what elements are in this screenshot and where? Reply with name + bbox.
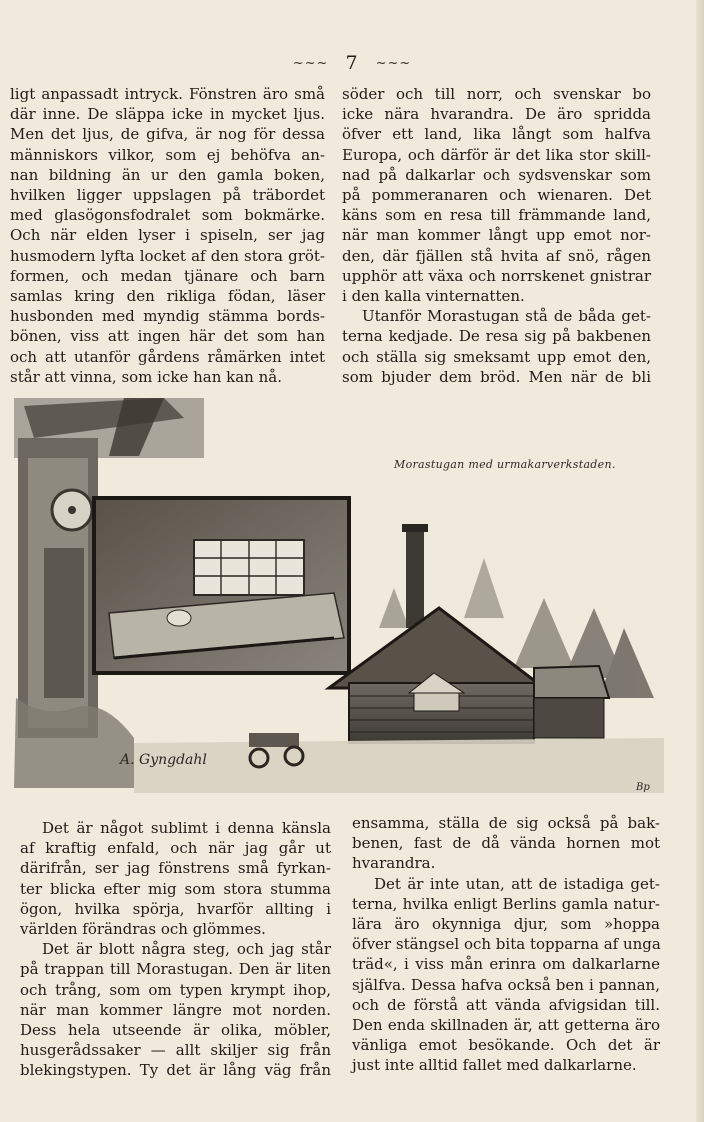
text-line: och de förstå att vända afvigsidan till. [352, 995, 660, 1014]
column-bottom-left [20, 818, 331, 1081]
text-line: upphör att växa och norrskenet gnistrar [342, 266, 651, 285]
text-line: och att utanför gårdens råmärken intet [10, 347, 325, 366]
text-line: Dess hela utseende är olika, möbler, [20, 1021, 331, 1040]
text-line: på pommeranaren och wienaren. Det [342, 186, 651, 205]
text-line: därifrån, ser jag fönstrens små fyrkan- [20, 859, 331, 878]
text-line: af kraftig enfald, och när jag går ut [20, 839, 331, 858]
text-line: bönen, viss att ingen här det som han [10, 327, 325, 346]
text-line: ögon, hvilka spörja, hvarför allting i [20, 899, 331, 918]
ground [134, 738, 664, 793]
text-line: lära äro okynniga djur, som »hoppa [352, 915, 660, 934]
text-line: Det är något sublimt i denna känsla [42, 819, 331, 837]
text-line: träd«, i viss mån erinra om dalkarlarne [352, 955, 660, 974]
text-line: ter blicka efter mig som stora stumma [20, 879, 331, 898]
interior-window-room [94, 498, 349, 673]
text-line: benen, fast de då vända hornen mot [352, 834, 660, 853]
page-edge-shadow [696, 0, 704, 1122]
text-line: nan bildning än ur den gamla boken, [10, 165, 325, 184]
cottage [329, 608, 609, 743]
text-line: Det är blott några steg, och jag står [42, 940, 331, 959]
text-line: nad på dalkarlar och sydsvenskar som [342, 165, 651, 184]
text-line: den, där fjällen stå hvita af snö, rågen [342, 246, 651, 265]
text-line: husgerådssaker — allt skiljer sig från [20, 1041, 331, 1060]
ornament-right: ~~~ [375, 56, 412, 71]
text-line: står att vinna, som icke han kan nå. [10, 367, 282, 386]
column-top-left [10, 84, 325, 387]
text-line: öfver ett land, lika långt som halfva [342, 125, 651, 144]
text-line: Utanför Morastugan stå de båda get- [362, 307, 651, 326]
page-number: 7 [345, 52, 359, 74]
text-line: och ställa sig smeksamt upp emot den, [342, 347, 651, 366]
text-line: människors vilkor, som ej behöfva an- [10, 145, 325, 164]
text-line: världen förändras och glömmes. [20, 920, 266, 939]
text-line: ensamma, ställa de sig också på bak- [352, 814, 660, 832]
artist-signature: A. Gyngdahl [120, 752, 207, 768]
text-line: blekingstypen. Ty det är lång väg från [20, 1061, 331, 1080]
text-line: vänliga emot besökande. Och det är [352, 1036, 660, 1055]
column-bottom-right [352, 813, 660, 1076]
text-line: söder och till norr, och svenskar bo [342, 85, 651, 103]
text-line: och trång, som om typen krympt ihop, [20, 980, 331, 999]
text-line: på trappan till Morastugan. Den är liten [20, 960, 331, 979]
text-line: hvarandra. [352, 854, 436, 873]
text-line: Men det ljus, de gifva, är nog för dessa [10, 125, 325, 144]
text-line: själfva. Dessa hafva också ben i pannan, [352, 975, 660, 994]
page-header [0, 52, 704, 74]
chimney [406, 528, 424, 628]
text-line: hvilken ligger uppslagen på träbordet [10, 186, 325, 205]
text-line: med glasögonsfodralet som bokmärke. [10, 206, 325, 225]
text-line: Den enda skillnaden är, att getterna äro [352, 1016, 660, 1035]
illustration-caption: Morastugan med urmakarverkstaden. [394, 458, 616, 471]
text-line: Europa, och därför är det lika stor skill- [342, 145, 651, 164]
text-line: i den kalla vinternatten. [342, 287, 525, 306]
text-line: när man kommer långt upp emot nor- [342, 226, 651, 245]
text-line: käns som en resa till främmande land, [342, 206, 651, 225]
text-line: som bjuder dem bröd. Men när de bli [342, 367, 651, 386]
text-line: Det är inte utan, att de istadiga get- [374, 874, 660, 893]
text-line: öfver stängsel och bita topparna af unga [352, 935, 661, 954]
ornament-left: ~~~ [292, 56, 329, 71]
text-line: husmodern lyfta locket af den stora gröt- [10, 246, 325, 265]
text-line: terna kedjade. De resa sig på bakbenen [342, 327, 651, 346]
text-line: ligt anpassadt intryck. Fönstren äro små [10, 85, 325, 103]
column-top-right [342, 84, 651, 387]
text-line: formen, och medan tjänare och barn [10, 266, 325, 285]
engraver-monogram: Bp [636, 782, 650, 793]
text-line: samlas kring den rikliga födan, läser [10, 287, 325, 306]
text-line: just inte alltid fallet med dalkarlarne. [352, 1056, 637, 1075]
text-line: där inne. De släppa icke in mycket ljus. [10, 105, 325, 124]
text-line: icke nära hvarandra. De äro spridda [342, 105, 651, 124]
text-line: terna, hvilka enligt Berlins gamla natur- [352, 894, 660, 913]
text-line: husbonden med myndig stämma bords- [10, 307, 325, 326]
text-line: när man kommer längre mot norden. [20, 1000, 331, 1019]
text-line: Och när elden lyser i spiseln, ser jag [10, 226, 325, 245]
